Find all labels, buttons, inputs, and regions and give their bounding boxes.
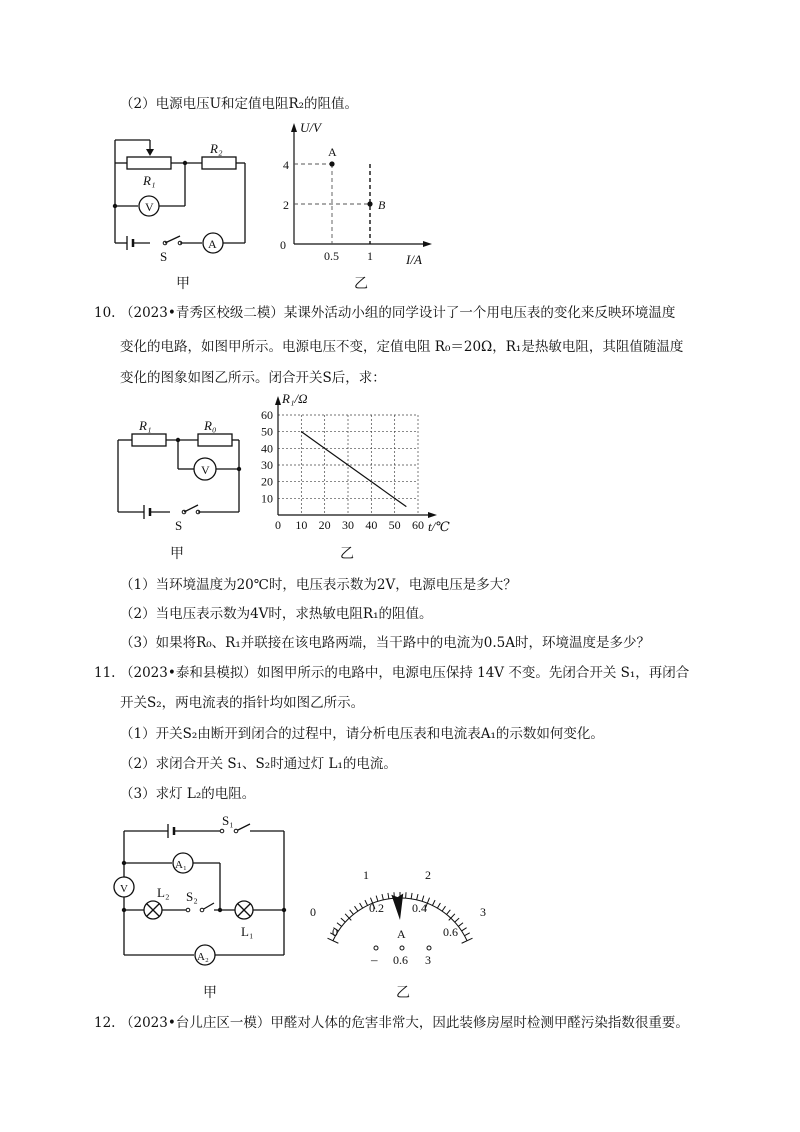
r1-label: R₁ [143,173,156,188]
terminal-minus: – [371,952,378,967]
y-tick-20: 20 [261,474,273,489]
voltmeter-label: V [120,883,128,895]
q10-caption-left: 甲 [170,546,184,562]
q10-sub2: （2）当电压表示数为4V时，求热敏电阻R₁的阻值。 [120,606,433,622]
q11-line1: （2023•泰和县模拟）如图甲所示的电路中，电源电压保持 14V 不变。先闭合开关 S₁，再闭合 [120,665,690,681]
dial-big-3: 3 [480,905,486,919]
y-axis-label: R₁/Ω [282,391,308,406]
y-tick-4: 4 [283,158,289,172]
voltmeter-label: V [201,463,210,477]
q10-line1: （2023•青秀区校级二模）某课外活动小组的同学设计了一个用电压表的变化来反映环境温度 [120,305,676,321]
x-tick-40: 40 [365,518,378,532]
y-tick-2: 2 [283,198,289,212]
x-tick-50: 50 [388,518,401,532]
q10-circuit-diagram [112,415,252,535]
y-tick-30: 30 [261,458,273,472]
x-axis-label: I/A [406,252,422,267]
q9-ui-graph [280,120,440,270]
q9-circuit-diagram [105,128,265,263]
x-tick-0.5: 0.5 [324,249,339,263]
q11-ammeter-dial [305,860,495,980]
x-tick-1: 1 [367,249,373,263]
q11-sub3: （3）求灯 L₂的电阻。 [120,786,256,802]
q10-number: 10. [94,305,116,321]
q10-sub1: （1）当环境温度为20℃时，电压表示数为2V，电源电压是多大？ [120,577,517,593]
q11-sub2: （2）求闭合开关 S₁、S₂时通过灯 L₁的电流。 [120,756,397,772]
r2-label: R₂ [210,141,223,156]
dial-big-0: 0 [310,905,316,919]
switch-label: S [175,518,183,533]
r0-resistor [198,434,232,446]
dial-small-0.6: 0.6 [443,925,458,939]
y-axis-label: U/V [300,120,321,135]
q9-caption-right: 乙 [354,276,368,292]
a2-label: A₂ [197,951,209,963]
point-b-label: B [378,198,386,212]
dial-small-0.4: 0.4 [412,901,427,915]
x-tick-0: 0 [275,518,281,532]
s1-label: S₁ [222,813,234,828]
y-tick-40: 40 [261,441,273,456]
q11-caption-left: 甲 [203,985,217,1001]
l2-label: L₂ [157,885,170,900]
origin-label: 0 [280,238,286,252]
dial-big-1: 1 [363,868,369,882]
y-tick-10: 10 [261,491,273,506]
dial-unit-label: A [397,927,406,941]
r0-label: R₀ [204,418,217,433]
y-tick-60: 60 [261,408,273,422]
ammeter-label: A [208,237,217,251]
dial-small-0: 0 [332,925,338,939]
l1-label: L₁ [241,924,254,939]
q10-line3: 变化的图象如图乙所示。闭合开关S后，求： [120,370,386,386]
switch-label: S [160,249,168,264]
terminal-0.6: 0.6 [393,953,408,967]
q11-circuit-diagram [110,815,295,975]
q11-number: 11. [94,665,116,681]
r1-label: R₁ [139,418,152,433]
q9-part2: （2）电源电压U和定值电阻R₂的阻值。 [120,96,359,112]
q11-sub1: （1）开关S₂由断开到闭合的过程中，请分析电压表和电流表A₁的示数如何变化。 [120,726,604,742]
x-tick-20: 20 [318,518,331,532]
y-tick-50: 50 [261,424,273,439]
q10-caption-right: 乙 [340,546,354,562]
q12-line1: （2023•台儿庄区一模）甲醛对人体的危害非常大，因此装修房屋时检测甲醛污染指数很重要。 [120,1015,689,1031]
point-b [367,201,372,206]
q10-line2: 变化的电路，如图甲所示。电源电压不变，定值电阻 R₀＝20Ω，R₁是热敏电阻，其阻值随温度 [120,339,684,355]
q12-number: 12. [94,1015,116,1031]
r1-resistor [127,157,171,169]
s2-label: S₂ [186,889,198,904]
dial-big-2: 2 [425,868,431,882]
dial-small-0.2: 0.2 [369,901,384,915]
x-axis-label: t/℃ [428,519,450,534]
voltmeter-label: V [145,200,154,214]
r2-resistor [202,157,236,169]
q10-sub3: （3）如果将R₀、R₁并联接在该电路两端，当干路中的电流为0.5A时，环境温度是多少？ [120,635,650,651]
q9-caption-left: 甲 [176,276,190,292]
r1-resistor [132,434,166,446]
a1-label: A₁ [175,859,187,871]
point-a [329,161,334,166]
q11-line2: 开关S₂，两电流表的指针均如图乙所示。 [120,695,365,711]
point-a-label: A [328,145,337,159]
dial-needle [391,894,406,921]
x-tick-10: 10 [295,518,308,532]
terminal-3: 3 [425,953,431,967]
x-tick-60: 60 [412,518,424,532]
q10-temperature-resistance-chart [260,390,470,540]
series-line [301,432,406,507]
x-tick-30: 30 [342,518,354,532]
q11-caption-right: 乙 [396,985,410,1001]
